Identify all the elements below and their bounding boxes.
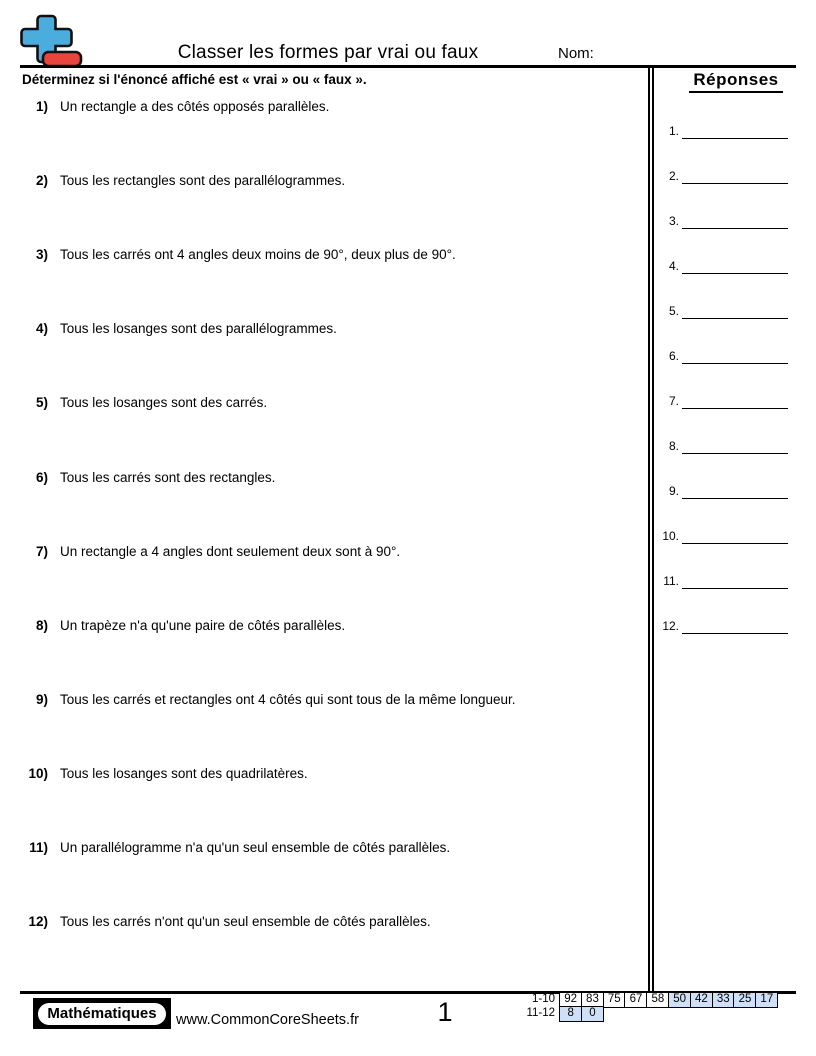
answer-row <box>656 523 788 544</box>
answer-row <box>656 388 788 409</box>
answer-row <box>656 118 788 139</box>
question-text: Tous les carrés n'ont qu'un seul ensemble de côtés parallèles. <box>60 914 431 930</box>
score-row <box>517 1006 778 1022</box>
question-number: 3) <box>35 247 48 263</box>
score-cell: 42 <box>690 992 713 1008</box>
answer-blank[interactable] <box>682 346 788 364</box>
answer-blank[interactable] <box>682 256 788 274</box>
score-cell: 0 <box>581 1006 604 1022</box>
score-cell: 67 <box>624 992 647 1008</box>
answer-number: 8. <box>668 439 679 453</box>
header-rule <box>20 65 796 68</box>
question-number: 1) <box>35 99 48 114</box>
answer-blank[interactable] <box>682 436 788 454</box>
question-text: Un rectangle a des côtés opposés parallèles. <box>60 99 330 114</box>
question-row <box>0 321 640 336</box>
answer-number: 7. <box>668 394 679 408</box>
question-row <box>0 173 640 188</box>
minus-icon <box>43 52 81 66</box>
question-text: Tous les losanges sont des parallélogrammes. <box>60 321 337 337</box>
question-row <box>0 99 640 114</box>
answer-blank[interactable] <box>682 301 788 319</box>
question-number: 6) <box>35 469 48 485</box>
answer-row <box>656 568 788 589</box>
answer-number: 2. <box>668 169 679 183</box>
instruction-text: Déterminez si l'énoncé affiché est « vrai » ou « faux ». <box>22 72 367 87</box>
answer-row <box>656 253 788 274</box>
score-cell: 17 <box>755 992 778 1008</box>
answer-number: 1. <box>668 124 679 138</box>
score-cell: 33 <box>712 992 735 1008</box>
answer-row <box>656 613 788 634</box>
score-cell: 58 <box>646 992 669 1008</box>
question-text: Tous les losanges sont des carrés. <box>60 395 268 411</box>
question-row <box>0 544 640 559</box>
answer-blank[interactable] <box>682 391 788 409</box>
score-cell: 83 <box>581 992 604 1008</box>
question-text: Tous les carrés sont des rectangles. <box>60 469 276 485</box>
score-cell: 50 <box>668 992 691 1008</box>
question-number: 8) <box>35 617 48 633</box>
answer-number: 10. <box>662 529 679 543</box>
score-cell: 92 <box>559 992 582 1008</box>
answer-row <box>656 298 788 319</box>
answer-row <box>656 478 788 499</box>
question-text: Tous les carrés ont 4 angles deux moins de 90°, deux plus de 90°. <box>60 247 456 263</box>
score-cell: 75 <box>603 992 626 1008</box>
answers-heading: Réponses <box>666 70 806 93</box>
subject-badge-label: Mathématiques <box>38 1003 165 1025</box>
answer-number: 11. <box>663 574 679 588</box>
answer-number: 5. <box>668 304 679 318</box>
page-number: 1 <box>437 997 453 1027</box>
answer-blank[interactable] <box>682 121 788 139</box>
question-text: Tous les rectangles sont des parallélogrammes. <box>60 173 346 189</box>
question-number: 11) <box>29 840 48 855</box>
question-text: Un rectangle a 4 angles dont seulement deux sont à 90°. <box>60 543 401 559</box>
answer-blank[interactable] <box>682 526 788 544</box>
website-url: www.CommonCoreSheets.fr <box>176 1012 359 1028</box>
question-row <box>0 247 640 262</box>
question-number: 5) <box>35 395 48 411</box>
answer-blank[interactable] <box>682 211 788 229</box>
question-number: 12) <box>28 914 48 930</box>
question-number: 9) <box>35 691 48 707</box>
question-number: 7) <box>35 543 48 559</box>
answer-number: 9. <box>668 484 679 498</box>
score-row-label: 1-10 <box>531 993 555 1005</box>
answers-divider <box>648 68 654 991</box>
question-number: 10) <box>28 765 48 781</box>
answer-blank[interactable] <box>682 616 788 634</box>
page-title: Classer les formes par vrai ou faux <box>177 42 479 63</box>
answer-blank[interactable] <box>682 166 788 184</box>
question-row <box>0 470 640 485</box>
question-row <box>0 914 640 929</box>
score-cell: 25 <box>733 992 756 1008</box>
answer-row <box>656 208 788 229</box>
question-text: Tous les losanges sont des quadrilatères. <box>60 765 308 781</box>
answer-number: 6. <box>668 349 679 363</box>
question-row <box>0 618 640 633</box>
name-label: Nom: <box>558 45 594 62</box>
answer-row <box>656 433 788 454</box>
score-table <box>517 992 778 1022</box>
question-number: 4) <box>35 321 48 337</box>
answer-number: 3. <box>668 214 679 228</box>
question-row <box>0 840 640 855</box>
question-text: Tous les carrés et rectangles ont 4 côtés qui sont tous de la même longueur. <box>60 691 516 707</box>
answer-row <box>656 163 788 184</box>
plus-minus-logo-icon <box>20 13 84 69</box>
question-row <box>0 395 640 410</box>
question-text: Un parallélogramme n'a qu'un seul ensemble de côtés parallèles. <box>60 840 451 855</box>
answer-blank[interactable] <box>682 571 788 589</box>
question-text: Un trapèze n'a qu'une paire de côtés parallèles. <box>60 617 346 633</box>
score-row-label: 11-12 <box>526 1007 555 1019</box>
question-row <box>0 766 640 781</box>
question-row <box>0 692 640 707</box>
answer-number: 12. <box>662 619 679 633</box>
answer-number: 4. <box>668 259 679 273</box>
answer-blank[interactable] <box>682 481 788 499</box>
answer-row <box>656 343 788 364</box>
score-cell: 8 <box>559 1006 582 1022</box>
question-number: 2) <box>35 173 48 189</box>
subject-badge <box>33 998 171 1029</box>
